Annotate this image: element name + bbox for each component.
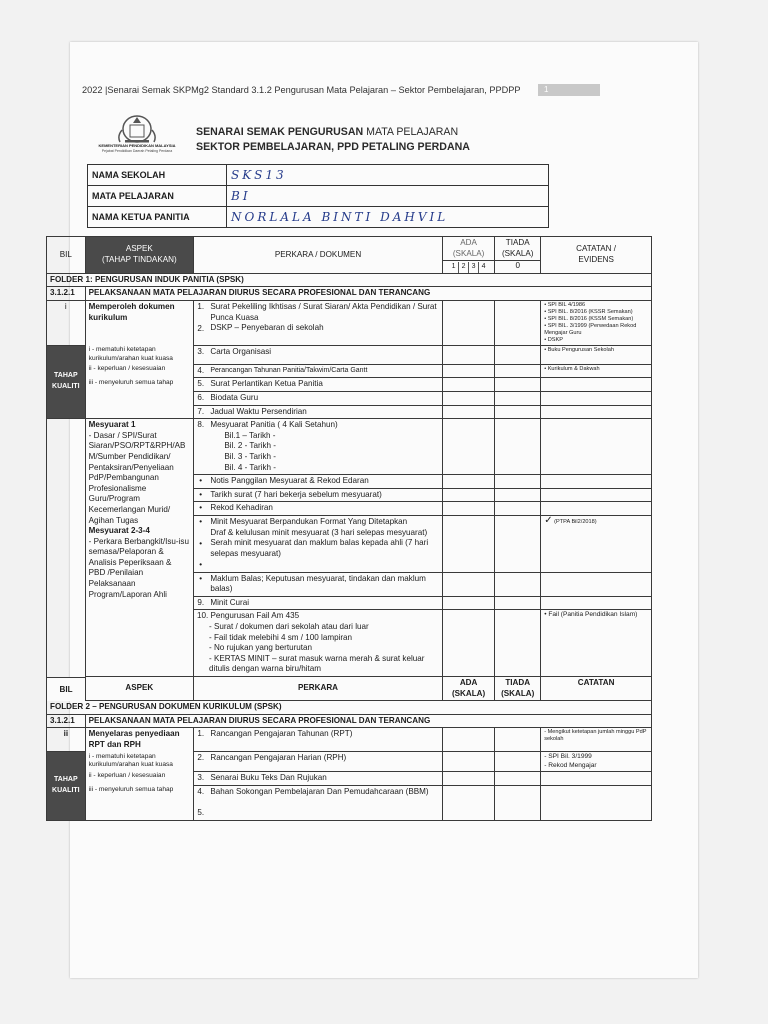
scale-3: 3 <box>468 262 478 273</box>
p8-bil4: Bil. 4 - Tarikh - <box>224 462 276 472</box>
p10-line1: - Surat / dokumen dari sekolah atau dari luar <box>209 622 369 632</box>
h2-ada: ADA <box>459 678 478 688</box>
checklist-table <box>46 236 652 821</box>
p8-text <box>207 419 442 475</box>
h2-tiada-sub: (SKALA) <box>501 688 535 698</box>
tiada-cell[interactable] <box>495 515 541 572</box>
tahap-kualiti-label-2 <box>47 752 86 821</box>
p1-num: 1. <box>197 301 205 311</box>
cat1-line-4: • DSKP <box>544 336 563 343</box>
ada-cell[interactable] <box>442 502 494 516</box>
quality-1: i - mematuhi ketetapan kurikulum/arahan kuat kuasa <box>85 345 193 364</box>
ada-cell[interactable] <box>442 752 494 772</box>
header-aspek <box>85 237 193 274</box>
spacer <box>197 313 204 324</box>
header-aspek-sub: (TAHAP TINDAKAN) <box>102 254 177 264</box>
p10-title: 10. Pengurusan Fail Am 435 <box>197 611 300 621</box>
p8-title: Mesyuarat Panitia ( 4 Kali Setahun) <box>210 420 338 430</box>
quality-3: iii - menyeluruh semua tahap <box>85 785 193 820</box>
quality-2: ii - keperluan / kesesuaian <box>85 771 193 785</box>
quality-blank <box>85 391 193 405</box>
catr2b: - Rekod Mengajar <box>544 761 597 769</box>
ada-cell[interactable] <box>442 419 494 475</box>
bullet: • <box>194 572 208 596</box>
p3-num: 3. <box>194 345 208 364</box>
tiada-cell[interactable] <box>495 502 541 516</box>
catatan-5 <box>541 378 652 392</box>
quality-3: iii - menyeluruh semua tahap <box>85 378 193 392</box>
catatan-r3 <box>541 771 652 785</box>
p5-text: Surat Perlantikan Ketua Panitia <box>207 378 442 392</box>
folder2-title: FOLDER 2 – PENGURUSAN DOKUMEN KURIKULUM (SPSK) <box>47 701 652 715</box>
header-tiada <box>495 237 541 261</box>
cat1-line-2: • SPI BIL. 8/2016 (KSSM Semakan) <box>544 315 634 322</box>
ada-cell[interactable] <box>442 391 494 405</box>
header-catatan <box>541 237 652 274</box>
header-ada-sub: (SKALA) <box>452 248 485 258</box>
tiada-cell[interactable] <box>495 345 541 364</box>
catatan-10: • Fail (Panitia Pendidikan Islam) <box>541 610 652 677</box>
header-ada <box>442 237 494 261</box>
title-line1-bold: SENARAI SEMAK PENGURUSAN <box>196 126 364 138</box>
tiada-cell[interactable] <box>495 391 541 405</box>
p7-num: 7. <box>194 405 208 419</box>
p8-num: 8. <box>194 419 208 475</box>
tiada-cell[interactable] <box>495 378 541 392</box>
ada-cell[interactable] <box>442 610 494 677</box>
notis-text: Notis Panggilan Mesyuarat & Rekod Edaran <box>207 475 442 489</box>
row-ii-bil: ii <box>47 728 86 752</box>
ada-cell[interactable] <box>442 771 494 785</box>
school-label: NAMA SEKOLAH <box>88 165 227 186</box>
title-line1-rest: MATA PELAJARAN <box>363 126 459 138</box>
section2-number: 3.1.2.1 <box>47 714 86 728</box>
catatan-maklum <box>541 572 652 596</box>
catatan-minit <box>541 515 652 572</box>
tiada-cell[interactable] <box>495 488 541 502</box>
item-1-text <box>207 300 442 345</box>
tiada-cell[interactable] <box>495 475 541 489</box>
ada-cell[interactable] <box>442 300 494 345</box>
bullet: • <box>194 488 208 502</box>
minit-group <box>207 515 442 572</box>
header-aspek-label: ASPEK <box>125 244 153 254</box>
r3-num: 3. <box>194 771 208 785</box>
h2-ada-sub: (SKALA) <box>451 688 486 698</box>
ada-cell[interactable] <box>442 488 494 502</box>
item-1-number <box>194 300 208 345</box>
header-bil: BIL <box>47 237 86 274</box>
quality-1: i - mematuhi ketetapan kurikulum/arahan kuat kuasa <box>85 752 193 772</box>
catatan-3: • Buku Pengurusan Sekolah <box>541 345 652 364</box>
bullet: • <box>194 475 208 489</box>
tiada-cell[interactable] <box>495 752 541 772</box>
tiada-cell[interactable] <box>495 419 541 475</box>
r1-num: 1. <box>194 728 208 752</box>
header-line: 2022 |Senarai Semak SKPMg2 Standard 3.1.2 Pengurusan Mata Pelajaran – Sektor Pembelajaran, PPDPP <box>82 85 521 95</box>
spacer <box>197 528 204 539</box>
tiada-cell[interactable] <box>495 728 541 752</box>
bullet: • <box>199 560 203 570</box>
p2-text: DSKP – Penyebaran di sekolah <box>210 323 324 333</box>
ministry-crest-icon <box>92 112 182 162</box>
kualiti: KUALITI <box>52 383 80 391</box>
ada-cell[interactable] <box>442 728 494 752</box>
table-header-row <box>47 237 652 261</box>
m234-body: - Perkara Berbangkit/Isu-isu semasa/Pelaporan & Analisis Peperiksaan & PBD /Penilaian Pelaksanaan Program/Laporan Ahli <box>88 536 189 599</box>
cat1-line-3: • SPI BIL. 3/1999 (Perwedaan Rekod Mengajar Guru <box>544 322 637 336</box>
section2-title: PELAKSANAAN MATA PELAJARAN DIURUS SECARA PROFESIONAL DAN TERANCANG <box>85 714 651 728</box>
header2-aspek: ASPEK <box>85 677 193 701</box>
p9-num: 9. <box>194 596 208 610</box>
m1-body: - Dasar / SPI/Surat Siaran/PSO/RPT&RPH/AB M/Sumber Pendidikan/ Pentaksiran/Penyeliaan PdP/Pembangunan Profesionalisme Guru/Program Kecemerlangan Murid/ Agihan Tugas <box>88 430 186 525</box>
head-value: NORLALA BINTI DAHVIL <box>227 207 549 228</box>
section1-title: PELAKSANAAN MATA PELAJARAN DIURUS SECARA PROFESIONAL DAN TERANCANG <box>85 287 651 301</box>
catatan-r2 <box>541 752 652 772</box>
header-ada-label: ADA <box>460 238 477 247</box>
bullets <box>194 515 208 572</box>
tarikh-text: Tarikh surat (7 hari bekerja sebelum mesyuarat) <box>207 488 442 502</box>
catatan-tarikh <box>541 488 652 502</box>
office-name: Pejabat Pendidikan Daerah Petaling Perdana <box>101 149 173 153</box>
tiada-cell[interactable] <box>495 300 541 345</box>
catatan-7 <box>541 405 652 419</box>
serah-text: Serah minit mesyuarat dan maklum balas kepada ahli (7 hari selepas mesyuarat) <box>210 538 429 558</box>
tiada-cell[interactable] <box>495 572 541 596</box>
p6-text: Biodata Guru <box>207 391 442 405</box>
kualiti: KUALITI <box>52 786 80 794</box>
quality-blank <box>85 405 193 419</box>
p6-num: 6. <box>194 391 208 405</box>
p3-text: Carta Organisasi <box>207 345 442 364</box>
cat-minit-text: (PTPA Bil2/2018) <box>554 518 597 525</box>
scale-4: 4 <box>478 262 488 273</box>
header2-catatan: CATATAN <box>541 677 652 701</box>
header-catatan-label: CATATAN / <box>576 244 617 254</box>
header-tiada-label: TIADA <box>505 238 530 247</box>
r4a: 4. <box>197 786 205 796</box>
row-ii-aspek: Menyelaras penyediaan RPT dan RPH <box>85 728 193 752</box>
ada-cell[interactable] <box>442 378 494 392</box>
row-i-aspek: Memperoleh dokumen kurikulum <box>85 300 193 345</box>
rekod-text: Rekod Kehadiran <box>207 502 442 516</box>
head-label: NAMA KETUA PANITIA <box>88 207 227 228</box>
p5-num: 5. <box>194 378 208 392</box>
p10-line3: - No rujukan yang berturutan <box>209 643 313 653</box>
ministry-name: KEMENTERIAN PENDIDIKAN MALAYSIA <box>98 143 176 148</box>
cat1-line-0: • SPI BIL 4/1986 <box>544 301 586 308</box>
tiada-cell[interactable] <box>495 364 541 378</box>
ada-cell[interactable] <box>442 475 494 489</box>
p4-num: 4. <box>194 364 208 378</box>
header-tiada-sub: (SKALA) <box>501 248 534 258</box>
header2-bil: BIL <box>47 677 85 701</box>
page-number: 1 <box>538 84 600 96</box>
p1-text: Surat Pekeliling Ikhtisas / Surat Siaran/ Akta Pendidikan / Surat Punca Kuasa <box>210 301 437 322</box>
m234-title: Mesyuarat 2-3-4 <box>88 526 150 536</box>
header2-ada <box>442 677 494 701</box>
header-perkara: PERKARA / DOKUMEN <box>194 237 443 274</box>
r5a: 5. <box>197 808 205 818</box>
catr2a: - SPI Bil. 3/1999 <box>544 753 592 761</box>
tiada-cell[interactable] <box>495 785 541 820</box>
subject-value: BI <box>227 186 549 207</box>
p9-text: Minit Curai <box>207 596 442 610</box>
r1-text: Rancangan Pengajaran Tahunan (RPT) <box>207 728 442 752</box>
p10-text <box>194 610 443 677</box>
ada-cell[interactable] <box>442 515 494 572</box>
p10-line2: - Fail tidak melebihi 4 sm / 100 lampiran <box>209 632 353 642</box>
p8-bil1: Bil.1 – Tarikh - <box>224 430 276 440</box>
section1-number: 3.1.2.1 <box>47 287 86 301</box>
scale-1: 1 <box>451 263 456 271</box>
tiada-cell[interactable] <box>495 596 541 610</box>
r3-text: Senarai Buku Teks Dan Rujukan <box>207 771 442 785</box>
bullet: • <box>194 502 208 516</box>
catatan-8 <box>541 419 652 475</box>
p7-text: Jadual Waktu Persendirian <box>207 405 442 419</box>
meeting-bil <box>47 419 86 701</box>
info-table <box>87 164 549 228</box>
ada-cell[interactable] <box>442 596 494 610</box>
ada-cell[interactable] <box>442 785 494 820</box>
r2-num: 2. <box>194 752 208 772</box>
tahap: TAHAP <box>54 372 78 380</box>
m1-title: Mesyuarat 1 <box>88 420 136 430</box>
catatan-6 <box>541 391 652 405</box>
catatan-r4 <box>541 785 652 820</box>
folder1-title: FOLDER 1: PENGURUSAN INDUK PANITIA (SPSK) <box>47 273 652 287</box>
catatan-4: • Kurikulum & Dakwah <box>541 364 652 378</box>
cat1-line-1: • SPI BIL. 8/2016 (KSSR Semakan) <box>544 308 633 315</box>
p8-bil2: Bil. 2 - Tarikh - <box>224 441 276 451</box>
r2-text: Rancangan Pengajaran Harian (RPH) <box>207 752 442 772</box>
subject-label: MATA PELAJARAN <box>88 186 227 207</box>
scale-2: 2 <box>458 262 468 273</box>
spacer <box>197 549 204 560</box>
row-i-bil: i <box>47 300 86 345</box>
meeting-aspek <box>85 419 193 677</box>
draf-text: Draf & kelulusan minit mesyuarat (3 hari selepas mesyuarat) <box>210 527 428 537</box>
ada-cell[interactable] <box>442 345 494 364</box>
p4-text: Perancangan Tahunan Panitia/Takwim/Carta Gantt <box>207 364 442 378</box>
tahap-kualiti-label <box>47 345 86 418</box>
r4-num <box>194 785 208 820</box>
tiada-cell[interactable] <box>495 771 541 785</box>
quality-2: ii - keperluan / kesesuaian <box>85 364 193 378</box>
header2-perkara: PERKARA <box>194 677 443 701</box>
catatan-9 <box>541 596 652 610</box>
minit-text: Minit Mesyuarat Berpandukan Format Yang Ditetapkan <box>210 516 408 526</box>
catatan-notis <box>541 475 652 489</box>
ada-cell[interactable] <box>442 364 494 378</box>
document-title <box>196 125 470 155</box>
r4-text: Bahan Sokongan Pembelajaran Dan Pemudahcaraan (BBM) <box>207 785 442 820</box>
maklum-text: Maklum Balas; Keputusan mesyuarat, tindakan dan maklum balas) <box>207 572 442 596</box>
tahap: TAHAP <box>54 776 78 784</box>
tiada-cell[interactable] <box>495 405 541 419</box>
header-catatan-sub: EVIDENS <box>578 254 614 264</box>
p10-line4: - KERTAS MINIT – surat masuk warna merah & surat keluar ditulis dengan warna biru/hitam <box>209 653 425 674</box>
p8-bil3: Bil. 3 - Tarikh - <box>224 451 276 461</box>
tiada-cell[interactable] <box>495 610 541 677</box>
catatan-r1: - Mengikut ketetapan jumlah minggu PdP sekolah <box>541 728 652 752</box>
catatan-rekod <box>541 502 652 516</box>
bullet: • <box>199 538 203 548</box>
tiada-scale: 0 <box>495 261 541 274</box>
h2-tiada: TIADA <box>505 678 531 688</box>
ada-cell[interactable] <box>442 572 494 596</box>
bullet: • <box>199 516 203 526</box>
school-value: SKS13 <box>227 165 549 186</box>
catatan-1 <box>541 300 652 345</box>
ada-cell[interactable] <box>442 405 494 419</box>
p2-num: 2. <box>197 323 205 333</box>
checkmark-icon: ✓ <box>544 514 553 526</box>
spacer <box>197 797 204 808</box>
title-line2: SEKTOR PEMBELAJARAN, PPD PETALING PERDANA <box>196 141 470 153</box>
header2-tiada <box>495 677 541 701</box>
ada-scale <box>442 261 494 274</box>
